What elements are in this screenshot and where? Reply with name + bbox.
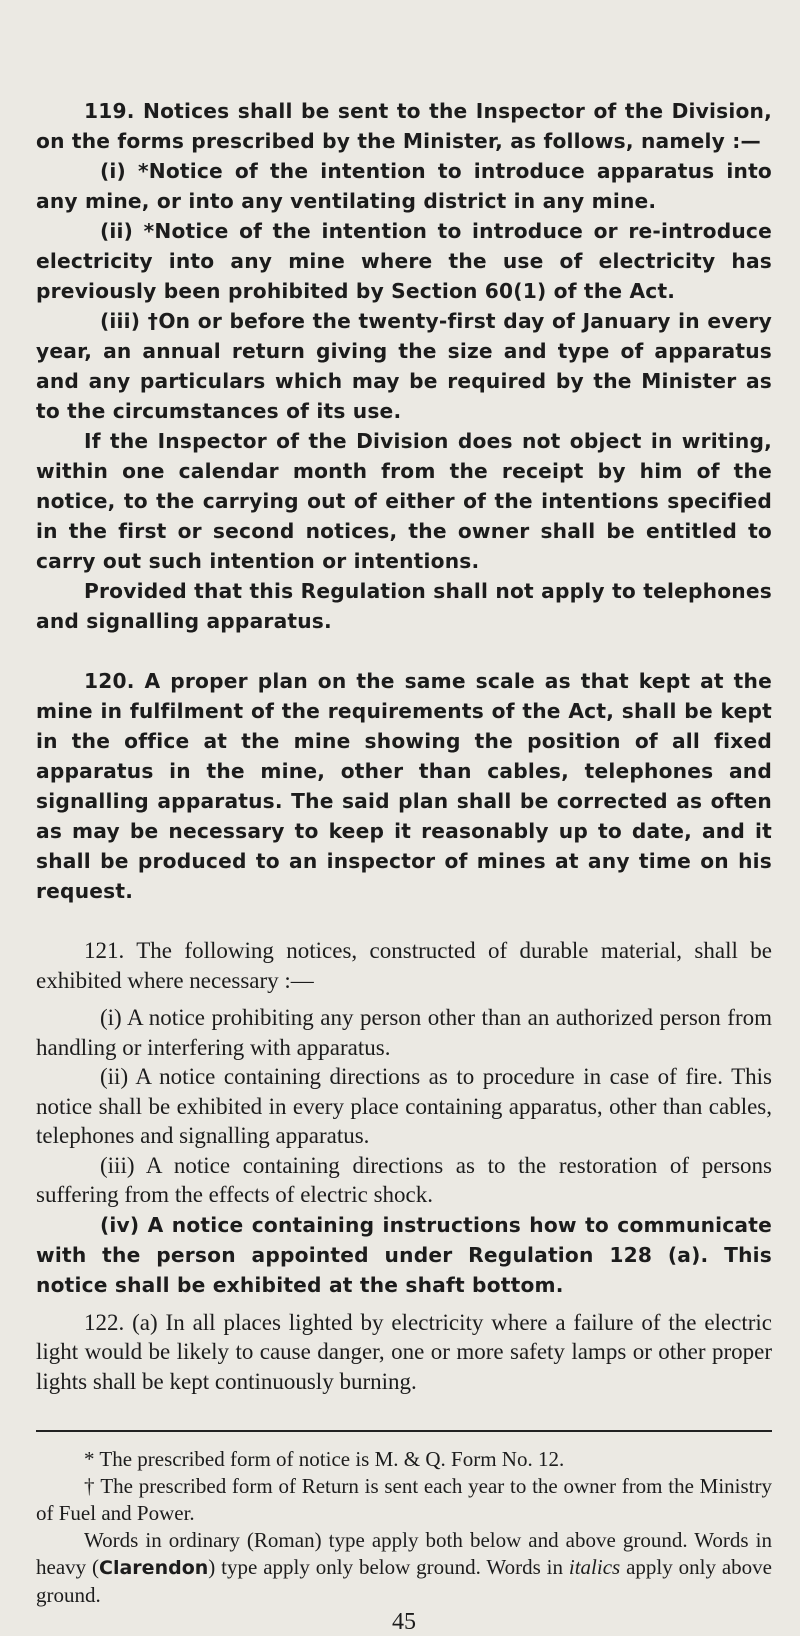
type-key-italics: italics	[568, 1555, 621, 1579]
reg-119-item-i: (i) *Notice of the intention to introduce apparatus into any mine, or into any ventilating district in any mine.	[36, 159, 772, 213]
footnotes	[36, 1446, 772, 1609]
footnote-type-key	[36, 1527, 772, 1609]
reg-121-item-ii: (ii) A notice containing directions as to procedure in case of fire. This notice shall be exhibited in every place containing apparatus, other than cables, telephones and signalling apparatus.	[36, 1064, 772, 1148]
reg-119-item-ii: (ii) *Notice of the intention to introduce or re-introduce electricity into any mine where the use of electricity has previously been prohibited by Section 60(1) of the Act.	[36, 219, 772, 303]
reg-121-item-i: (i) A notice prohibiting any person other than an authorized person from handling or interfering with apparatus.	[36, 1005, 772, 1060]
reg-121-item-iv: (iv) A notice containing instructions how to communicate with the person appointed under Regulation 128 (a). This notice shall be exhibited at the shaft bottom.	[36, 1212, 772, 1297]
type-key-part-2: ) type apply only below ground. Words in	[208, 1555, 569, 1579]
regulation-119	[36, 96, 772, 636]
type-key-part-1: Words in ordinary (Roman) type apply both below and above ground. Words in heavy (	[36, 1528, 772, 1579]
reg-122-text: 122. (a) In all places lighted by electricity where a failure of the electric light would be likely to cause danger, one or more safety lamps or other proper lights shall be kept continuously burning.	[36, 1309, 772, 1394]
type-key-part-3: apply only above ground.	[36, 1555, 772, 1607]
footnote-star: * The prescribed form of notice is M. & Q. Form No. 12.	[84, 1447, 565, 1471]
reg-121-intro: 121. The following notices, constructed of durable material, shall be exhibited where necessary :—	[36, 938, 772, 993]
footnote-divider	[36, 1430, 772, 1432]
reg-119-item-iii: (iii) †On or before the twenty-first day of January in every year, an annual return giving the size and type of apparatus and any particulars which may be required by the Minister as to the circumstances of its use.	[36, 309, 772, 423]
page-number: 45	[392, 1609, 416, 1635]
type-key-clarendon: Clarendon	[99, 1557, 209, 1579]
regulation-122	[36, 1308, 772, 1397]
footnote-dagger: † The prescribed form of Return is sent each year to the owner from the Ministry of Fuel and Power.	[36, 1474, 772, 1525]
reg-121-item-iii: (iii) A notice containing directions as to the restoration of persons suffering from the effects of electric shock.	[36, 1152, 772, 1207]
regulation-120	[36, 666, 772, 906]
reg-119-proviso: Provided that this Regulation shall not apply to telephones and signalling apparatus.	[36, 579, 772, 633]
reg-119-intro: 119. Notices shall be sent to the Inspector of the Division, on the forms prescribed by the Minister, as follows, namely :—	[36, 99, 772, 153]
reg-120-text: 120. A proper plan on the same scale as that kept at the mine in fulfilment of the requirements of the Act, shall be kept in the office at the mine showing the position of all fixed apparatus in the mine, other than cables, telephones and signalling apparatus. The said plan shall be corrected as often as may be necessary to keep it reasonably up to date, and it shall be produced to an inspector of mines at any time on his request.	[36, 669, 772, 903]
regulation-121	[36, 936, 772, 1300]
reg-119-paragraph: If the Inspector of the Division does not object in writing, within one calendar month from the receipt by him of the notice, to the carrying out of either of the intentions specified in the first or second notices, the owner shall be entitled to carry out such intention or intentions.	[36, 429, 772, 573]
